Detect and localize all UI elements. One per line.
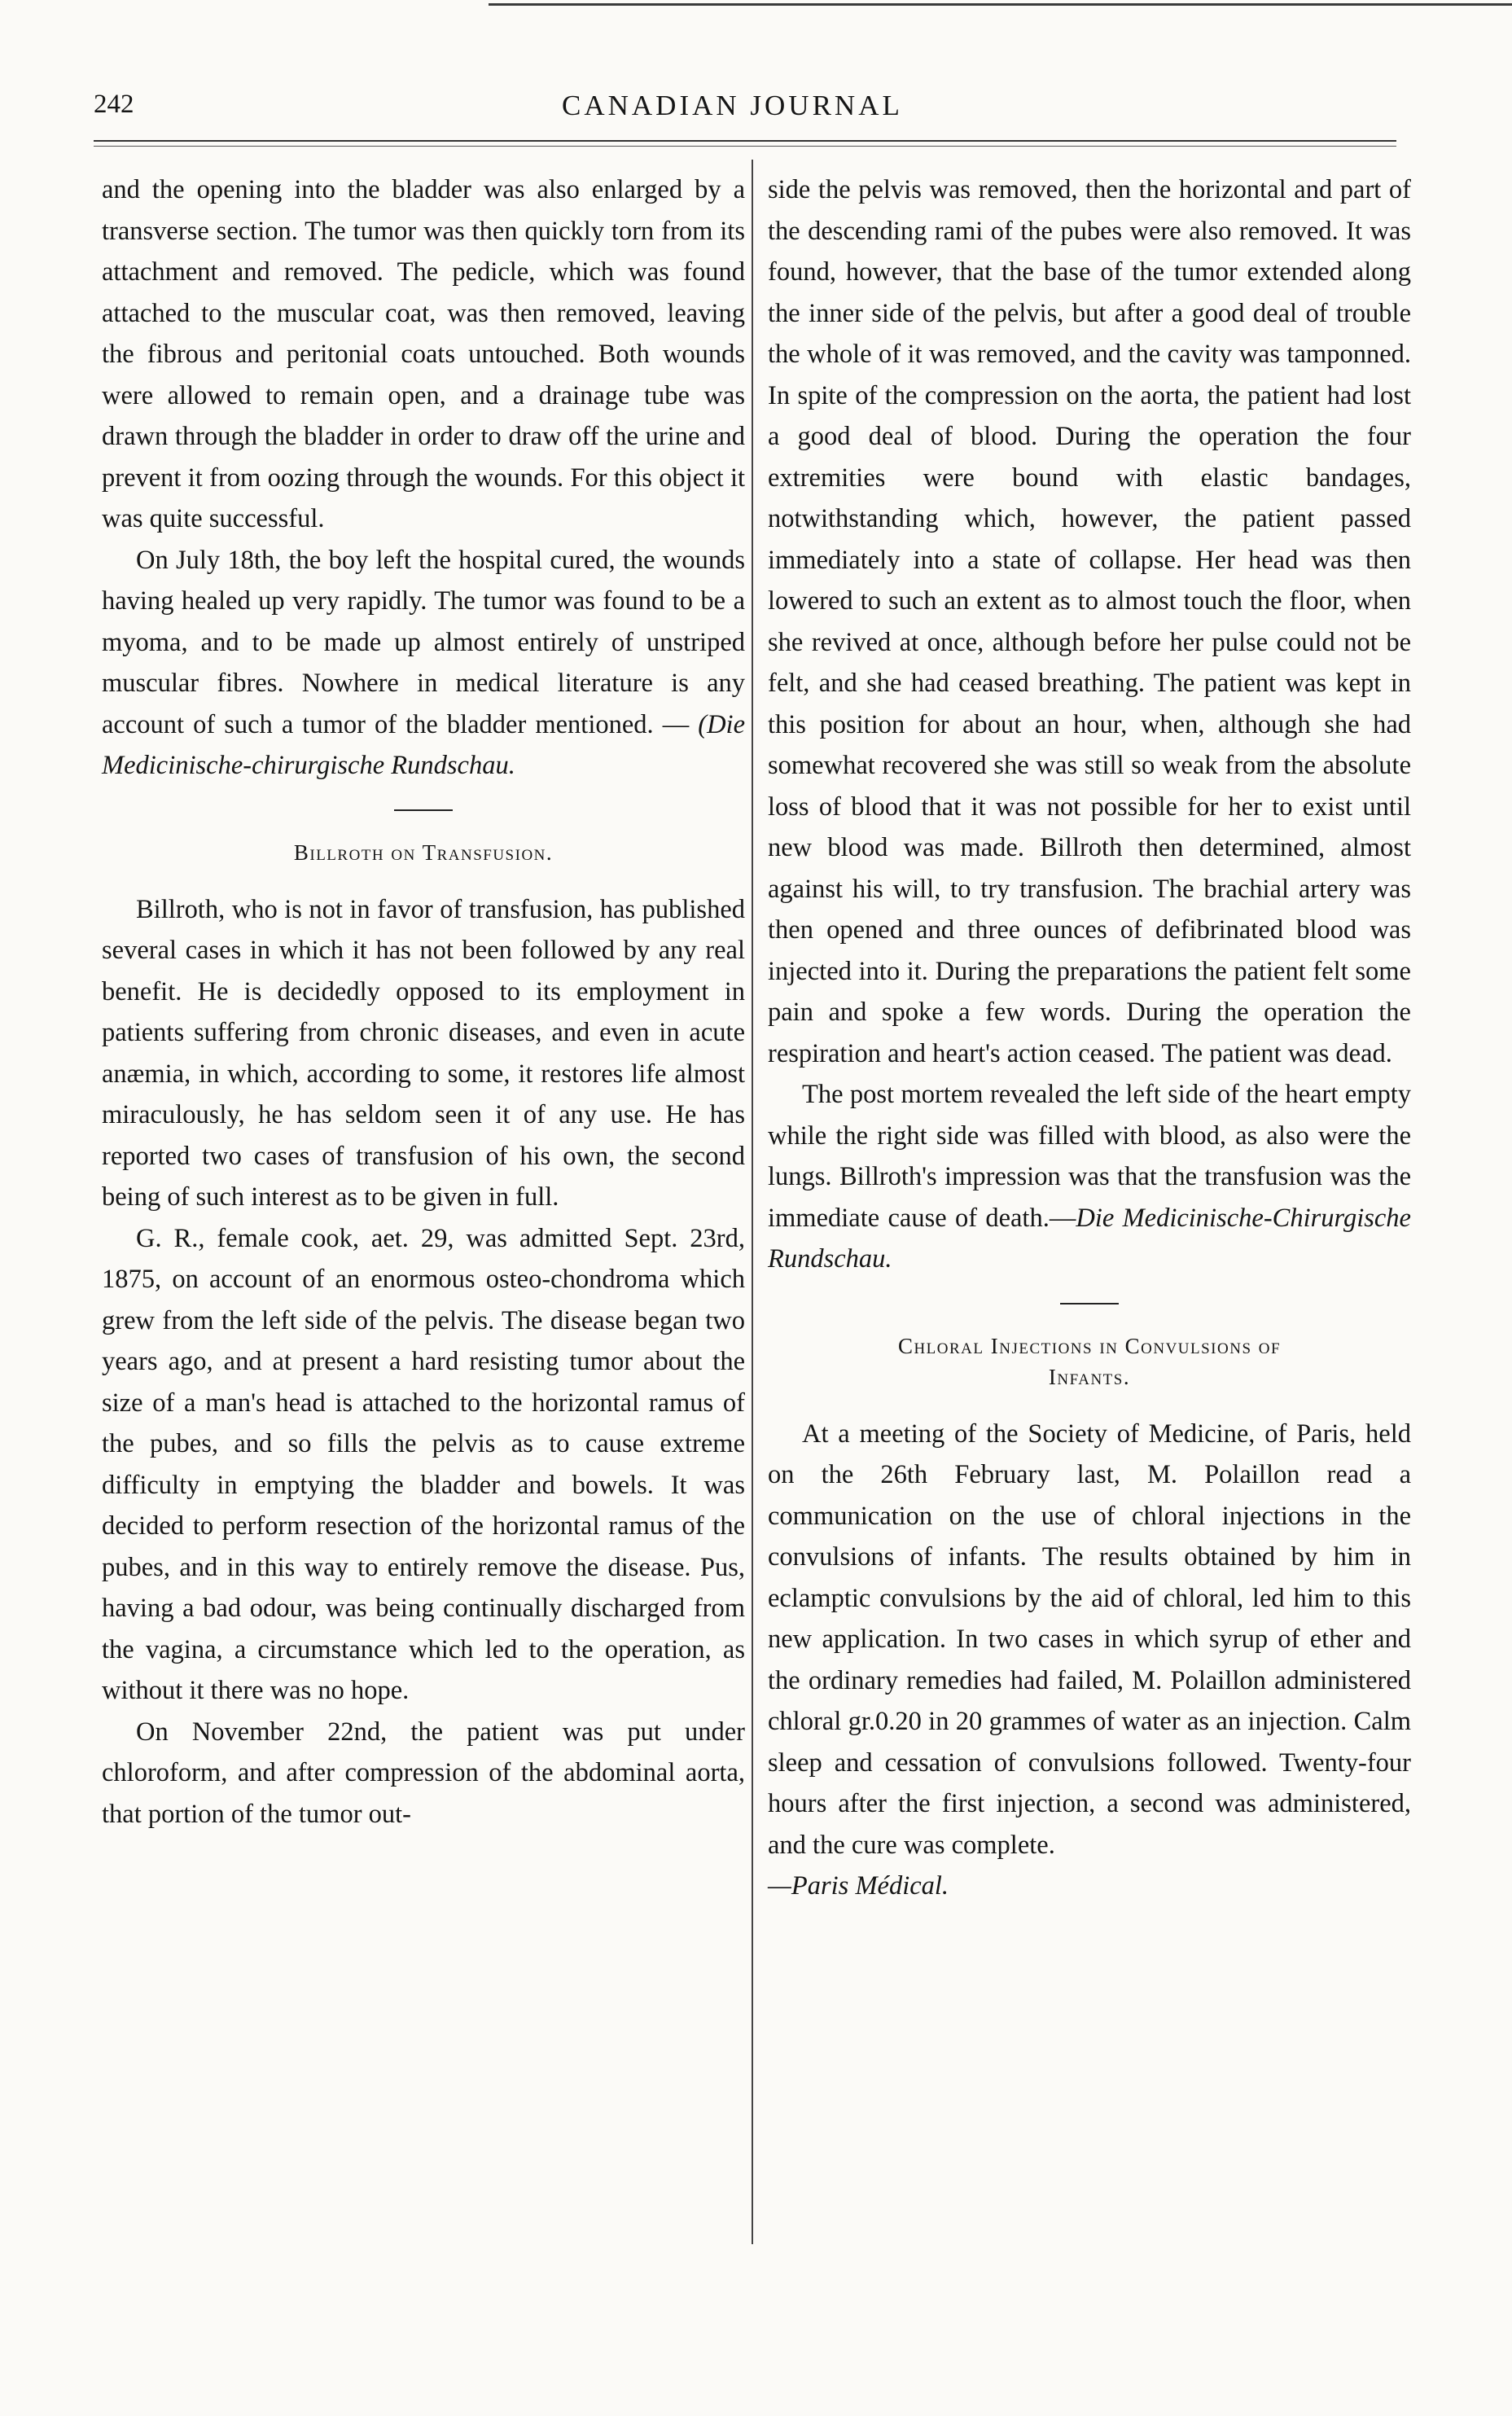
page-number: 242 xyxy=(94,90,134,119)
outcome-source: (Die Medicinische-chirurgische Rundschau. xyxy=(102,709,745,780)
article-heading-billroth: Billroth on Transfusion. xyxy=(293,840,554,865)
article-separator xyxy=(394,809,453,811)
case-paragraph: G. R., female cook, aet. 29, was admitted Sept. 23rd, 1875, on account of an enormous osteo-chondroma which grew from the left side of the pelvis. The disease began two years ago, and at present a hard resisting tumor about the size of a man's head is attached to the horizontal ramus of the pubes, and so fills the pelvis as to cause extreme difficulty in emptying the bladder and bowels. It was decided to perform resection of the horizontal ramus of the pubes, and in this way to entirely remove the disease. Pus, having a bad odour, was being continually discharged from the vagina, a circumstance which led to the operation, as without it there was no hope. xyxy=(102,1223,745,1705)
article-heading-line1: Chloral Injections in Convulsions of xyxy=(897,1333,1282,1358)
page-top-rule xyxy=(489,3,1512,6)
outcome-paragraph xyxy=(102,540,745,787)
operation-paragraph: On November 22nd, the patient was put under chloroform, and after compression of the abdominal aorta, that portion of the tumor out- xyxy=(102,1717,745,1829)
outcome-text: On July 18th, the boy left the hospital cured, the wounds having healed up very rapidly. The tumor was found to be a myoma, and to be made up almost entirely of unstriped muscular fibres. Nowhere in medical literature is any account of such a tumor of the bladder mentioned. — xyxy=(102,545,745,739)
header-rule-thin xyxy=(94,146,1396,147)
article-separator-right xyxy=(1060,1303,1119,1304)
right-column xyxy=(768,169,1411,1907)
intro-paragraph: Billroth, who is not in favor of transfusion, has published several cases in which it has not been followed by any real benefit. He is decidedly opposed to its employment in patients suffering from chronic diseases, and even in acute anæmia, in which, according to some, it restores life almost miraculously, he has seldom seen it of any use. He has reported two cases of transfusion of his own, the second being of such interest as to be given in full. xyxy=(102,894,745,1212)
postmortem-paragraph xyxy=(768,1074,1411,1280)
continued-paragraph-right: side the pelvis was removed, then the horizontal and part of the descending rami of the pubes were also removed. It was found, however, that the base of the tumor extended along the inner side of the pelvis, but after a good deal of trouble the whole of it was removed, and the cavity was tamponned. In spite of the compression on the aorta, the patient had lost a good deal of blood. During the operation the four extremities were bound with elastic bandages, notwithstanding which, however, the patient passed immediately into a state of collapse. Her head was then lowered to such an extent as to almost touch the floor, when she revived at once, although before her pulse could not be felt, and she had ceased breathing. The patient was kept in this position for about an hour, when, although she had somewhat recovered she was still so weak from the absolute loss of blood that it was not possible for her to exist until new blood was made. Billroth then determined, almost against his will, to try transfusion. The brachial artery was then opened and three ounces of defibrinated blood was injected into it. During the preparations the patient felt some pain and spoke a few words. During the operation the respiration and heart's action ceased. The patient was dead. xyxy=(768,175,1411,1068)
header-rule xyxy=(94,140,1396,142)
postmortem-text: The post mortem revealed the left side of the heart empty while the right side was filled with blood, as also were the lungs. Billroth's impression was that the transfusion was the immediate cause of death.— xyxy=(768,1080,1411,1233)
running-head xyxy=(94,90,1396,130)
column-divider xyxy=(752,160,753,2244)
chloral-source: —Paris Médical. xyxy=(768,1871,949,1901)
postmortem-source: Die Medicinische-Chirurgische Rundschau. xyxy=(768,1203,1411,1274)
article-heading-chloral xyxy=(768,1331,1411,1392)
chloral-paragraph: At a meeting of the Society of Medicine, of Paris, held on the 26th February last, M. Polaillon read a communication on the use of chloral injections in the convulsions of infants. The results obtained by him in eclamptic convulsions by the aid of chloral, led him to this new application. In two cases in which syrup of ether and the ordinary remedies had failed, M. Polaillon administered chloral gr.0.20 in 20 grammes of water as an injection. Calm sleep and cessation of convulsions followed. Twenty-four hours after the first injection, a second was administered, and the cure was complete. xyxy=(768,1418,1411,1860)
left-column xyxy=(102,169,745,1835)
journal-title: CANADIAN JOURNAL xyxy=(562,90,903,121)
article-heading-line2: Infants. xyxy=(1048,1364,1131,1389)
continued-paragraph: and the opening into the bladder was also enlarged by a transverse section. The tumor was then quickly torn from its attachment and removed. The pedicle, which was found attached to the muscular coat, was then removed, leaving the fibrous and peritonial coats untouched. Both wounds were allowed to remain open, and a drainage tube was drawn through the bladder in order to draw off the urine and prevent it from oozing through the wounds. For this object it was quite successful. xyxy=(102,175,745,533)
